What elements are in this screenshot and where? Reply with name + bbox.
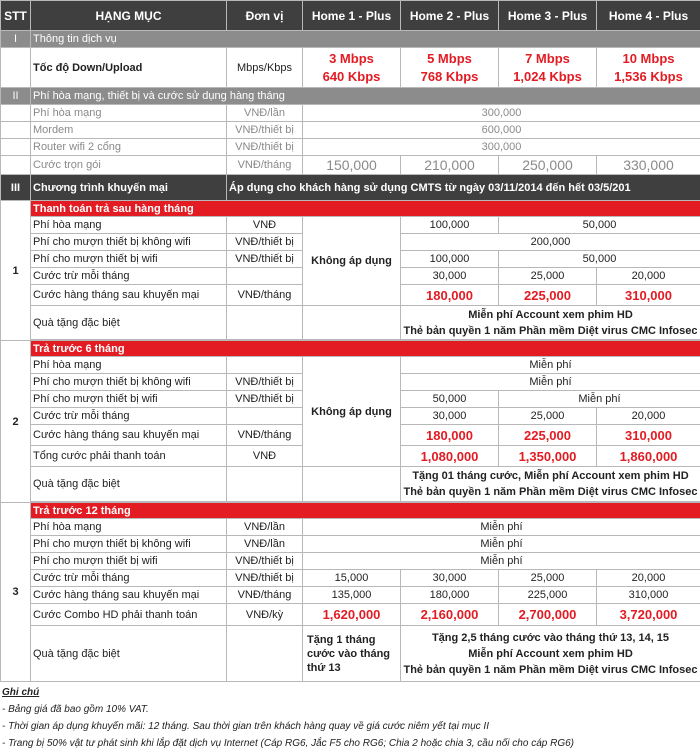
row-label: Cước hàng tháng sau khuyến mại	[31, 425, 227, 446]
cell-value: 1,620,000	[303, 604, 401, 626]
row-value: 300,000	[303, 139, 700, 156]
row-unit: VNĐ	[227, 217, 303, 234]
section-apply: Áp dụng cho khách hàng sử dụng CMTS từ ngày 03/11/2014 đến hết 03/5/201	[227, 175, 700, 201]
col-plan-3: Home 3 - Plus	[499, 1, 597, 31]
cell-value: 310,000	[597, 285, 700, 306]
row-label: Phí hòa mạng	[31, 105, 227, 122]
row-label: Phí hòa mạng	[31, 519, 227, 536]
row-unit: VNĐ/kỳ	[227, 604, 303, 626]
table-row	[1, 626, 700, 682]
section-row	[1, 175, 700, 201]
cell-value: 2,160,000	[401, 604, 499, 626]
row-label: Cước trừ mỗi tháng	[31, 268, 227, 285]
speed-down: 5 Mbps	[427, 50, 472, 66]
row-label: Quà tặng đặc biệt	[31, 626, 227, 682]
promo-number: 1	[1, 201, 31, 341]
col-plan-2: Home 2 - Plus	[401, 1, 499, 31]
promo-number: 3	[1, 503, 31, 682]
table-row	[1, 553, 700, 570]
speed-down: 10 Mbps	[622, 50, 675, 66]
col-plan-1: Home 1 - Plus	[303, 1, 401, 31]
cell-value: 225,000	[499, 587, 597, 604]
cell-value: 2,700,000	[499, 604, 597, 626]
row-label: Phí cho mượn thiết bị không wifi	[31, 374, 227, 391]
section-number: III	[1, 175, 31, 201]
cell-value: Miễn phí	[401, 357, 700, 374]
row-unit: VNĐ/thiết bị	[227, 570, 303, 587]
cell-value: Miễn phí	[499, 391, 700, 408]
col-plan-4: Home 4 - Plus	[597, 1, 700, 31]
cell-value: 100,000	[401, 217, 499, 234]
cell-value: 1,350,000	[499, 446, 597, 467]
row-label: Phí hòa mạng	[31, 357, 227, 374]
package-price: 210,000	[401, 156, 499, 175]
cell-value: 3,720,000	[597, 604, 700, 626]
speed-down: 7 Mbps	[525, 50, 570, 66]
table-row	[1, 139, 700, 156]
section-row	[1, 31, 700, 48]
gift-line: Thẻ bản quyền 1 năm Phần mềm Diệt virus CMC Infosec	[403, 663, 698, 676]
cell-value: Miễn phí	[401, 374, 700, 391]
cell-value: 225,000	[499, 425, 597, 446]
row-label: Cước trừ mỗi tháng	[31, 570, 227, 587]
cell-value: 25,000	[499, 268, 597, 285]
section-number: I	[1, 31, 31, 48]
row-unit: VNĐ	[227, 446, 303, 467]
table-row	[1, 306, 700, 340]
speed-up: 640 Kbps	[322, 68, 381, 84]
gift-line: Tặng 2,5 tháng cước vào tháng thứ 13, 14, 15	[431, 631, 670, 644]
section-row	[1, 88, 700, 105]
promo-title-row	[1, 341, 700, 357]
not-applied: Không áp dụng	[303, 217, 401, 306]
row-label: Router wifi 2 cổng	[31, 139, 227, 156]
cell-value: Miễn phí	[303, 553, 700, 570]
cell-value: 180,000	[401, 587, 499, 604]
note-item: - Thời gian áp dụng khuyến mãi: 12 tháng. Sau thời gian trên khách hàng quay về giá cước niêm yết tại mục II	[2, 721, 489, 732]
row-unit: VNĐ/thiết bị	[227, 251, 303, 268]
row-unit: Mbps/Kbps	[227, 48, 303, 88]
row-unit: VNĐ/tháng	[227, 425, 303, 446]
cell-value: 225,000	[499, 285, 597, 306]
cell-value: 20,000	[597, 268, 700, 285]
col-stt: STT	[1, 1, 31, 31]
section-title: Phí hòa mạng, thiết bị và cước sử dụng hàng tháng	[31, 88, 700, 105]
cell-value: 20,000	[597, 408, 700, 425]
table-row	[1, 48, 700, 88]
promo-title-row	[1, 201, 700, 217]
table-row	[1, 536, 700, 553]
row-label: Phí hòa mạng	[31, 217, 227, 234]
cell-value: 310,000	[597, 425, 700, 446]
cell-value: 50,000	[499, 251, 700, 268]
speed-up: 768 Kbps	[420, 68, 479, 84]
promo-title: Trả trước 12 tháng	[31, 503, 700, 519]
promo-title: Thanh toán trả sau hàng tháng	[31, 201, 700, 217]
cell-value: 310,000	[597, 587, 700, 604]
row-label: Cước hàng tháng sau khuyến mại	[31, 285, 227, 306]
table-row	[1, 519, 700, 536]
section-number: II	[1, 88, 31, 105]
cell-value: 30,000	[401, 268, 499, 285]
promo-number: 2	[1, 341, 31, 503]
row-label: Cước hàng tháng sau khuyến mại	[31, 587, 227, 604]
gift-line: Thẻ bản quyền 1 năm Phần mềm Diệt virus CMC Infosec	[403, 324, 698, 337]
table-row	[1, 570, 700, 587]
speed-up: 1,024 Kbps	[513, 68, 582, 84]
row-unit: VNĐ/tháng	[227, 285, 303, 306]
row-label: Quà tặng đặc biệt	[31, 306, 227, 340]
table-row	[1, 105, 700, 122]
package-price: 330,000	[597, 156, 700, 175]
row-label: Quà tặng đặc biệt	[31, 467, 227, 502]
gift-home1: Tặng 1 tháng cước vào tháng thứ 13	[303, 626, 401, 682]
row-unit: VNĐ/lần	[227, 105, 303, 122]
row-unit: VNĐ/thiết bị	[227, 374, 303, 391]
notes-title: Ghi chú	[2, 687, 40, 698]
row-value: 300,000	[303, 105, 700, 122]
row-label: Tổng cước phải thanh toán	[31, 446, 227, 467]
not-applied: Không áp dụng	[303, 357, 401, 467]
notes	[2, 684, 574, 752]
col-unit: Đơn vị	[227, 1, 303, 31]
cell-value: 1,080,000	[401, 446, 499, 467]
row-label: Tốc độ Down/Upload	[31, 48, 227, 88]
row-label: Cước trọn gói	[31, 156, 227, 175]
cell-value: 50,000	[499, 217, 700, 234]
section-title: Thông tin dịch vụ	[31, 31, 700, 48]
cell-value: 1,860,000	[597, 446, 700, 467]
row-label: Phí cho mượn thiết bị wifi	[31, 391, 227, 408]
table-row	[1, 156, 700, 175]
promo-title-row	[1, 503, 700, 519]
row-label: Phí cho mượn thiết bị wifi	[31, 553, 227, 570]
cell-value: 135,000	[303, 587, 401, 604]
cell-value: 180,000	[401, 425, 499, 446]
cell-value: Miễn phí	[303, 536, 700, 553]
note-item: - Trang bị 50% vật tư phát sinh khi lắp đặt dịch vụ Internet (Cáp RG6, Jắc F5 cho RG6; Chia 2 hoặc chia 3, cầu nối cho cáp RG6)	[2, 738, 575, 749]
cell-value: 15,000	[303, 570, 401, 587]
table-row	[1, 467, 700, 502]
row-value: 600,000	[303, 122, 700, 139]
col-item: HẠNG MỤC	[31, 1, 227, 31]
row-label: Cước trừ mỗi tháng	[31, 408, 227, 425]
gift-line: Thẻ bản quyền 1 năm Phần mềm Diệt virus CMC Infosec	[403, 486, 698, 498]
row-unit: VNĐ/thiết bị	[227, 122, 303, 139]
row-unit: VNĐ/lần	[227, 519, 303, 536]
cell-value: 25,000	[499, 408, 597, 425]
table-header	[1, 1, 700, 31]
note-item: - Bảng giá đã bao gồm 10% VAT.	[2, 704, 149, 715]
table-row	[1, 357, 700, 374]
gift-line: Miễn phí Account xem phim HD	[468, 647, 633, 660]
cell-value: 25,000	[499, 570, 597, 587]
table-row	[1, 217, 700, 234]
cell-value: 100,000	[401, 251, 499, 268]
speed-down: 3 Mbps	[329, 50, 374, 66]
package-price: 150,000	[303, 156, 401, 175]
cell-value: 200,000	[401, 234, 700, 251]
package-price: 250,000	[499, 156, 597, 175]
row-unit: VNĐ/thiết bị	[227, 391, 303, 408]
cell-value: 30,000	[401, 408, 499, 425]
row-unit: VNĐ/tháng	[227, 587, 303, 604]
section-title: Chương trình khuyến mại	[31, 175, 227, 201]
row-label: Phí cho mượn thiết bị wifi	[31, 251, 227, 268]
row-label: Phí cho mượn thiết bị không wifi	[31, 234, 227, 251]
row-label: Phí cho mượn thiết bị không wifi	[31, 536, 227, 553]
gift-line: Tặng 01 tháng cước, Miễn phí Account xem phim HD	[412, 470, 689, 482]
cell-value: 30,000	[401, 570, 499, 587]
table-row	[1, 604, 700, 626]
row-unit: VNĐ/thiết bị	[227, 553, 303, 570]
cell-value: Miễn phí	[303, 519, 700, 536]
gift-line: Miễn phí Account xem phim HD	[468, 308, 633, 321]
cell-value: 180,000	[401, 285, 499, 306]
row-unit: VNĐ/lần	[227, 536, 303, 553]
speed-up: 1,536 Kbps	[614, 68, 683, 84]
cell-value: 50,000	[401, 391, 499, 408]
row-unit: VNĐ/thiết bị	[227, 139, 303, 156]
row-unit: VNĐ/tháng	[227, 156, 303, 175]
row-unit: VNĐ/thiết bị	[227, 234, 303, 251]
cell-value: 20,000	[597, 570, 700, 587]
table-row	[1, 122, 700, 139]
promo-title: Trả trước 6 tháng	[31, 341, 700, 357]
row-label: Mordem	[31, 122, 227, 139]
table-row	[1, 587, 700, 604]
row-label: Cước Combo HD phải thanh toán	[31, 604, 227, 626]
